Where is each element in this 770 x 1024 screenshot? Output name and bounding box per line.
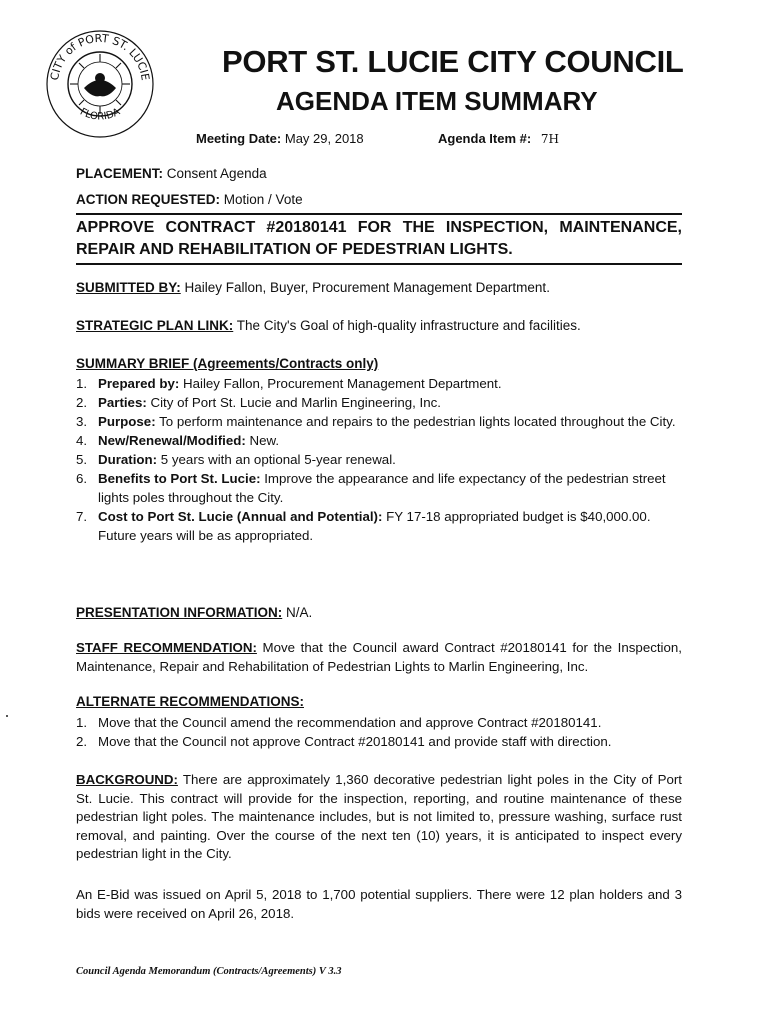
presentation-label: PRESENTATION INFORMATION: bbox=[76, 605, 283, 620]
list-item: 5. Duration: 5 years with an optional 5-year renewal. bbox=[76, 452, 396, 467]
strategic-plan-value: The City's Goal of high-quality infrastructure and facilities. bbox=[236, 318, 581, 333]
submitted-by-value: Hailey Fallon, Buyer, Procurement Management Department. bbox=[184, 280, 550, 295]
summary-brief-label: SUMMARY BRIEF (Agreements/Contracts only) bbox=[76, 356, 379, 371]
city-seal-logo bbox=[44, 28, 156, 140]
presentation-information bbox=[76, 605, 312, 620]
list-item: 2. Parties: City of Port St. Lucie and Marlin Engineering, Inc. bbox=[76, 395, 441, 410]
presentation-value: N/A. bbox=[286, 605, 313, 620]
staff-recommendation-value: Move that the Council award Contract #20180141 for the Inspection, Maintenance, Repair and Rehabilitation of Pedestrian Lights to Marlin Engineering, Inc. bbox=[76, 640, 682, 674]
document-title: PORT ST. LUCIE CITY COUNCIL bbox=[222, 44, 684, 79]
action-requested bbox=[76, 192, 303, 207]
action-requested-label: ACTION REQUESTED: bbox=[76, 192, 221, 207]
list-item: 3. Purpose: To perform maintenance and repairs to the pedestrian lights located throughout the City. bbox=[76, 414, 676, 429]
alternate-recommendations-heading bbox=[76, 694, 304, 709]
background-label: BACKGROUND: bbox=[76, 772, 178, 787]
action-requested-value: Motion / Vote bbox=[223, 192, 303, 207]
submitted-by bbox=[76, 280, 550, 295]
heading-bottom-rule bbox=[76, 263, 682, 265]
background-paragraph bbox=[76, 771, 682, 864]
staff-recommendation-label: STAFF RECOMMENDATION: bbox=[76, 640, 257, 655]
agenda-item-label: Agenda Item #: bbox=[438, 131, 532, 146]
staff-recommendation bbox=[76, 639, 682, 676]
agenda-item-value: 7H bbox=[540, 132, 559, 146]
placement-label: PLACEMENT: bbox=[76, 166, 163, 181]
agenda-heading: APPROVE CONTRACT #20180141 FOR THE INSPECTION, MAINTENANCE, REPAIR AND REHABILITATION OF PEDESTRIAN LIGHTS. bbox=[76, 219, 682, 258]
list-item: 1. Move that the Council amend the recommendation and approve Contract #20180141. bbox=[76, 715, 602, 730]
list-item: 2. Move that the Council not approve Contract #20180141 and provide staff with direction. bbox=[76, 734, 612, 749]
list-item: 1. Prepared by: Hailey Fallon, Procurement Management Department. bbox=[76, 376, 502, 391]
footer-text: Council Agenda Memorandum (Contracts/Agreements) V 3.3 bbox=[76, 966, 342, 977]
document-subtitle: AGENDA ITEM SUMMARY bbox=[276, 86, 598, 116]
background-value: There are approximately 1,360 decorative pedestrian light poles in the City of Port St. Lucie. This contract will provide for the inspection, reporting, and routine maintenance of these pedestrian light poles. The maintenance includes, but is not limited to, pressure washing, surface rust removal, and painting. Over the course of the next ten (10) years, it is anticipated to inspect every pedestrian light in the City. bbox=[76, 772, 682, 861]
list-item: 6. Benefits to Port St. Lucie: Improve the appearance and life expectancy of the pedestrian street lights poles throughout the City. bbox=[76, 471, 666, 505]
list-item: 4. New/Renewal/Modified: New. bbox=[76, 433, 280, 448]
meeting-date bbox=[196, 131, 364, 146]
ebid-paragraph: An E-Bid was issued on April 5, 2018 to 1,700 potential suppliers. There were 12 plan holders and 3 bids were received on April 26, 2018. bbox=[76, 887, 682, 921]
summary-list bbox=[76, 374, 682, 545]
placement bbox=[76, 166, 267, 181]
submitted-by-label: SUBMITTED BY: bbox=[76, 280, 181, 295]
seal-top-text: CITY of PORT ST. LUCIE bbox=[48, 31, 152, 82]
list-item: 7. Cost to Port St. Lucie (Annual and Potential): FY 17-18 appropriated budget is $40,000.00. Future years will be as appropriated. bbox=[76, 509, 651, 543]
meeting-date-value: May 29, 2018 bbox=[284, 131, 364, 146]
strategic-plan-label: STRATEGIC PLAN LINK: bbox=[76, 318, 234, 333]
heading-top-rule bbox=[76, 213, 682, 215]
agenda-item bbox=[438, 131, 559, 146]
placement-value: Consent Agenda bbox=[166, 166, 267, 181]
strategic-plan-link bbox=[76, 318, 581, 333]
seal-bottom-text: FLORIDA bbox=[78, 106, 122, 123]
alternate-recommendations-label: ALTERNATE RECOMMENDATIONS: bbox=[76, 694, 304, 709]
scan-speck bbox=[6, 715, 8, 717]
summary-brief-heading bbox=[76, 356, 378, 371]
alternate-list bbox=[76, 713, 682, 751]
meeting-date-label: Meeting Date: bbox=[196, 131, 282, 146]
